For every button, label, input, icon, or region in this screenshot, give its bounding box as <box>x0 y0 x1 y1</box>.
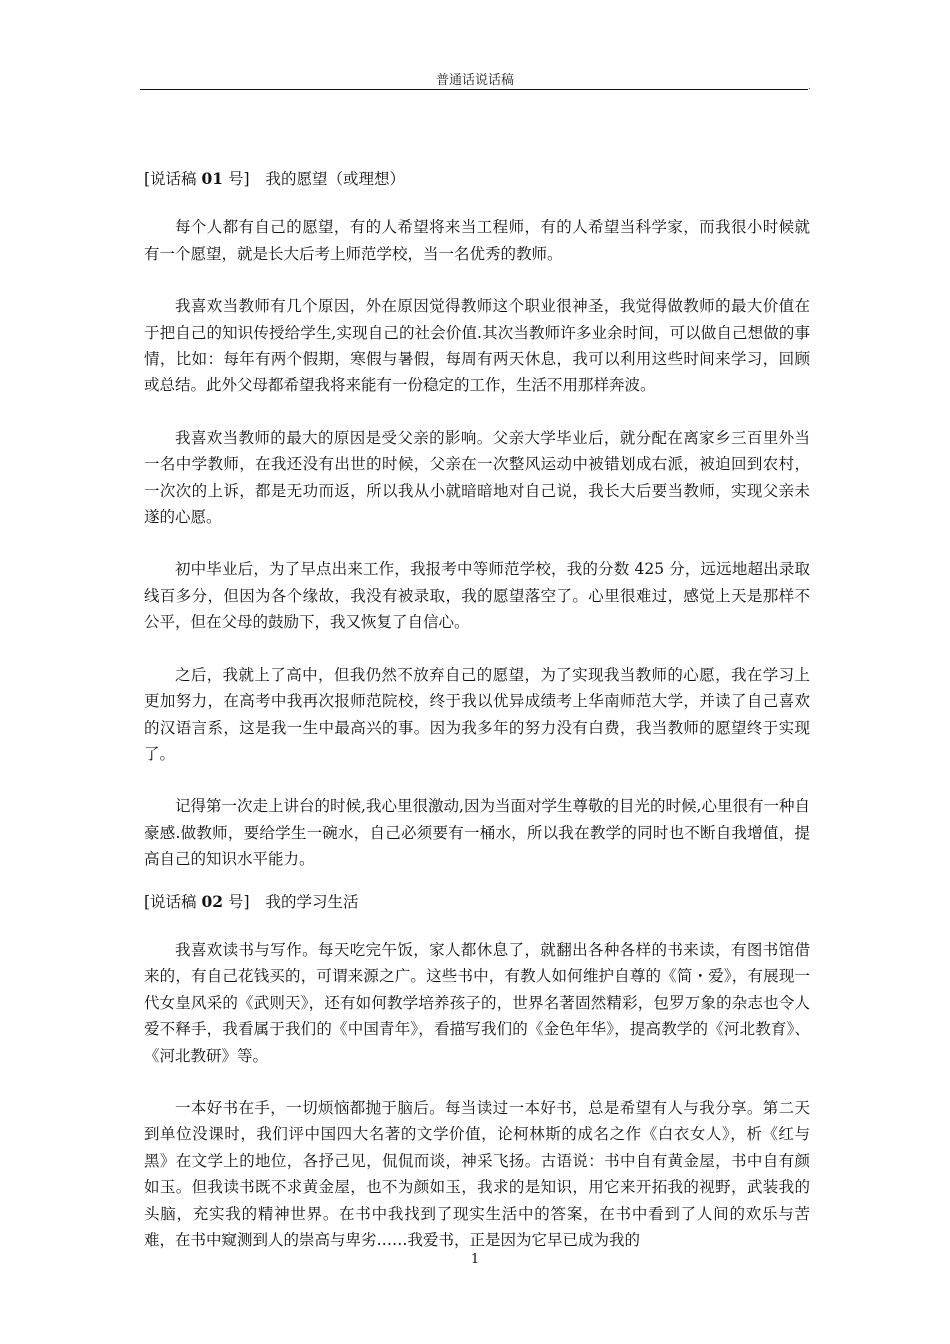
paragraph: 记得第一次走上讲台的时候,我心里很激动,因为当面对学生尊敬的目光的时候,心里很有一种自豪感.做教师，要给学生一碗水，自己必须要有一桶水，所以我在教学的同时也不断自我增值，提高自己的知识水平能力。 <box>144 797 810 869</box>
page-number: 1 <box>470 1252 480 1267</box>
paragraph: 初中毕业后，为了早点出来工作，我报考中等师范学校，我的分数 425 分，远远地超出录取线百多分，但因为各个缘故，我没有被录取，我的愿望落空了。心里很难过，感觉上天是那样不公平，但在父母的鼓励下，我又恢复了自信心。 <box>144 560 810 632</box>
section-tag-prefix: [说话稿 <box>144 892 202 911</box>
paragraph: 之后，我就上了高中，但我仍然不放弃自己的愿望，为了实现我当教师的心愿，我在学习上更加努力，在高考中我再次报师范院校，终于我以优异成绩考上华南师范大学，并读了自己喜欢的汉语言系，这是我一生中最高兴的事。因为我多年的努力没有白费，我当教师的愿望终于实现了。 <box>144 665 810 763</box>
document-body <box>144 166 810 1253</box>
paragraph: 我喜欢读书与写作。每天吃完午饭，家人都休息了，就翻出各种各样的书来读，有图书馆借来的，有自己花钱买的，可谓来源之广。这些书中，有教人如何维护自尊的《简・爱》，有展现一代女皇风采的《武则天》，还有如何教学培养孩子的，世界名著固然精彩，包罗万象的杂志也令人爱不释手，我看属于我们的《中国青年》，看描写我们的《金色年华》，提高教学的《河北教育》、《河北教研》等。 <box>144 940 810 1065</box>
section-tag-suffix: 号] <box>223 892 250 911</box>
section-tag-number: 01 <box>201 169 224 188</box>
paragraph: 我喜欢当教师有几个原因，外在原因觉得教师这个职业很神圣，我觉得做教师的最大价值在于把自己的知识传授给学生,实现自己的社会价值.其次当教师许多业余时间，可以做自己想做的事情，比如：每年有两个假期，寒假与暑假，每周有两天休息，我可以利用这些时间来学习，回顾或总结。此外父母都希望我将来能有一份稳定的工作，生活不用那样奔波。 <box>144 297 810 395</box>
section-title: 我的学习生活 <box>265 892 359 911</box>
running-header-title: 普通话说话稿 <box>435 73 514 88</box>
section-heading-02 <box>144 889 810 915</box>
section-tag-prefix: [说话稿 <box>144 170 202 188</box>
header-rule <box>140 89 808 90</box>
section-tag-number: 02 <box>201 891 224 911</box>
header-mark: . <box>808 82 811 92</box>
paragraph: 我喜欢当教师的最大的原因是受父亲的影响。父亲大学毕业后，就分配在离家乡三百里外当一名中学教师，在我还没有出世的时候，父亲在一次整风运动中被错划成右派，被迫回到农村，一次次的上诉，都是无功而返，所以我从小就暗暗地对自己说，我长大后要当教师，实现父亲未遂的心愿。 <box>144 428 810 527</box>
paragraph: 一本好书在手，一切烦恼都抛于脑后。每当读过一本好书，总是希望有人与我分享。第二天到单位没课时，我们评中国四大名著的文学价值，论柯林斯的成名之作《白衣女人》，析《红与黑》在文学上的地位，各抒己见，侃侃而谈，神采飞扬。古语说：书中自有黄金屋，书中自有颜如玉。但我读书既不求黄金屋，也不为颜如玉，我求的是知识，用它来开拓我的视野，武装我的头脑，充实我的精神世界。在书中我找到了现实生活中的答案，在书中看到了人间的欢乐与苦难，在书中窥测到人的崇高与卑劣……我爱书，正是因为它早已成为我的 <box>144 1098 810 1249</box>
section-title: 我的愿望（或理想） <box>265 170 406 188</box>
section-tag-suffix: 号] <box>223 170 250 188</box>
paragraph: 每个人都有自己的愿望，有的人希望将来当工程师，有的人希望当科学家，而我很小时候就有一个愿望，就是长大后考上师范学校，当一名优秀的教师。 <box>144 218 810 263</box>
section-heading-01 <box>144 166 810 192</box>
